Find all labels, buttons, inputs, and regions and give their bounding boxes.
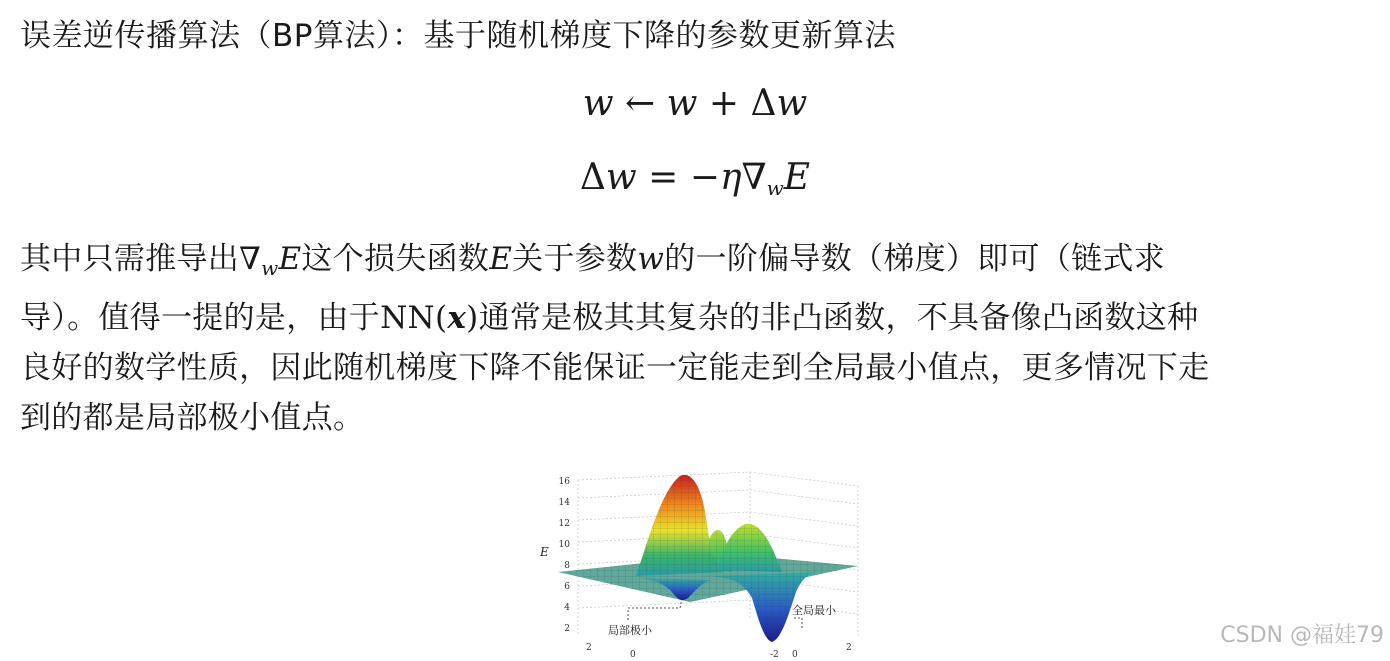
z-tick-6: 6 (564, 582, 570, 592)
eq1-w: w (582, 83, 614, 124)
eq1-w2: w (666, 83, 698, 124)
explanation-paragraph (20, 234, 1380, 443)
eq2-E: E (783, 157, 811, 198)
eq1-arrow: ← (613, 83, 667, 124)
z-tick-10: 10 (558, 540, 570, 550)
paragraph-line-2 (20, 293, 1380, 343)
eq2-equals: = − (636, 157, 720, 198)
watermark: CSDN @福娃79 (1220, 623, 1384, 648)
text-run: 这个损失函数 (301, 241, 490, 277)
math-x: x (447, 300, 467, 336)
z-tick-14: 14 (558, 498, 570, 508)
math-E: E (489, 241, 513, 277)
math-sub: w (261, 256, 279, 280)
eq1-w3: w (776, 83, 808, 124)
section-heading: 误差逆传播算法（BP算法）：基于随机梯度下降的参数更新算法 (20, 18, 896, 54)
bottom-axis-ticks (586, 643, 852, 657)
eq2-delta: Δ (579, 157, 606, 198)
math-nn: NN( (380, 300, 448, 336)
z-tick-2: 2 (564, 624, 570, 634)
paragraph-line-1 (20, 234, 1380, 293)
eq2-eta: η (719, 157, 742, 198)
text-run: 其中只需推导出 (20, 241, 240, 277)
paragraph-line-3: 良好的数学性质，因此随机梯度下降不能保证一定能走到全局最小值点，更多情况下走 (20, 350, 1210, 386)
eq2-subscript: w (766, 176, 784, 200)
text-run: 通常是极其其复杂的非凸函数，不具备像凸函数这种 (478, 300, 1199, 336)
global-min-label: 全局最小 (792, 604, 836, 617)
eq2-w: w (605, 157, 637, 198)
z-tick-4: 4 (564, 603, 570, 613)
eq1-plus: + (697, 83, 751, 124)
y-tick: -2 (770, 650, 779, 657)
y-tick: 2 (846, 643, 852, 653)
math-E: E (278, 241, 302, 277)
paragraph-line-4: 到的都是局部极小值点。 (20, 400, 365, 436)
math-nabla: ∇ (239, 241, 262, 277)
math-w: w (637, 241, 665, 277)
eq1-delta: Δ (750, 83, 777, 124)
z-tick-16: 16 (558, 477, 570, 487)
update-rule-equation (0, 80, 1390, 128)
z-tick-8: 8 (564, 561, 570, 571)
text-run: 的一阶偏导数（梯度）即可（链式求 (664, 241, 1166, 277)
text-run: 关于参数 (512, 241, 638, 277)
error-surface-figure (520, 468, 880, 657)
z-axis-label: E (540, 545, 549, 559)
error-surface-svg (520, 468, 880, 657)
z-tick-12: 12 (558, 519, 570, 529)
z-axis-ticks (559, 477, 571, 634)
math-paren: ) (466, 300, 479, 336)
text-run: 导）。值得一提的是，由于 (20, 300, 381, 336)
x-tick: 2 (586, 643, 592, 653)
y-tick: 0 (792, 650, 798, 657)
eq2-nabla: ∇ (741, 157, 767, 198)
gradient-step-equation (0, 154, 1390, 212)
x-tick: 0 (630, 650, 636, 657)
local-min-label: 局部极小 (608, 624, 652, 637)
